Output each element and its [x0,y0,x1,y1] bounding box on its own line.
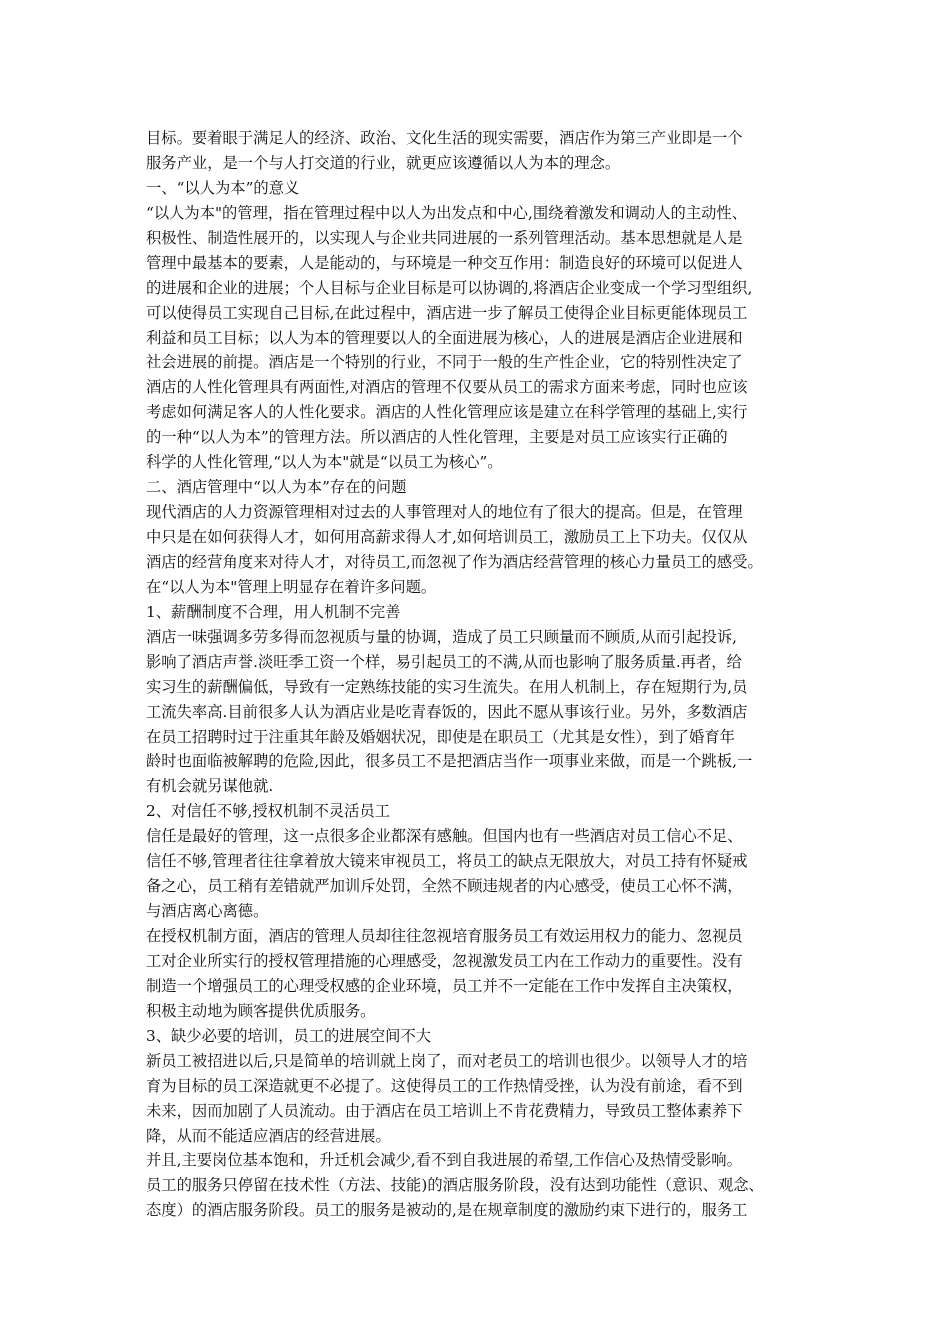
subsection-heading-3: 3、缺少必要的培训，员工的进展空间不大 [146,1026,432,1045]
section-heading-1: 一、“以人为本”的意义 [146,178,300,197]
paragraph-line: 可以使得员工实现自己目标,在此过程中，酒店进一步了解员工使得企业目标更能体现员工 [146,303,748,322]
paragraph-line: 酒店的人性化管理具有两面性,对酒店的管理不仅要从员工的需求方面来考虑，同时也应该 [146,378,748,397]
paragraph-line: 制造一个增强员工的心理受权感的企业环境，员工并不一定能在工作中发挥自主决策权， [146,976,743,995]
paragraph-line: 积极性、制造性展开的，以实现人与企业共同进展的一系列管理活动。基本思想就是人是 [146,228,743,247]
paragraph-line: 育为目标的员工深造就更不必提了。这使得员工的工作热情受挫，认为没有前途，看不到 [146,1076,743,1095]
paragraph-line: 在授权机制方面，酒店的管理人员却往往忽视培育服务员工有效运用权力的能力、忽视员 [146,927,743,945]
paragraph-line: “以人为本"的管理，指在管理过程中以人为出发点和中心,围绕着激发和调动人的主动性、 [146,203,748,222]
paragraph-line: 积极主动地为顾客提供优质服务。 [146,1001,376,1020]
paragraph-line: 科学的人性化管理,“以人为本"就是“以员工为核心”。 [146,453,503,472]
document-body [146,126,818,1223]
paragraph-line: 信任是最好的管理，这一点很多企业都深有感触。但国内也有一些酒店对员工信心不足、 [146,827,743,846]
paragraph-line: 实习生的薪酬偏低，导致有一定熟练技能的实习生流失。在用人机制上，存在短期行为,员 [146,677,748,696]
paragraph-line: 考虑如何满足客人的人性化要求。酒店的人性化管理应该是建立在科学管理的基础上,实行 [146,403,748,422]
paragraph-line: 利益和员工目标；以人为本的管理要以人的全面进展为核心，人的进展是酒店企业进展和 [146,328,743,347]
paragraph-line: 未来，因而加剧了人员流动。由于酒店在员工培训上不肯花费精力，导致员工整体素养下 [146,1101,743,1120]
paragraph-line: 态度）的酒店服务阶段。员工的服务是被动的,是在规章制度的激励约束下进行的，服务工 [146,1201,748,1220]
paragraph-line: 信任不够,管理者往往拿着放大镜来审视员工，将员工的缺点无限放大，对员工持有怀疑戒 [146,852,748,871]
paragraph-line: 目标。要着眼于满足人的经济、政治、文化生活的现实需要，酒店作为第三产业即是一个 [146,129,743,147]
paragraph-line: 降，从而不能适应酒店的经营进展。 [146,1126,391,1145]
paragraph-line: 龄时也面临被解聘的危险,因此，很多员工不是把酒店当作一项事业来做，而是一个跳板,一 [146,752,753,771]
paragraph-line: 现代酒店的人力资源管理相对过去的人事管理对人的地位有了很大的提高。但是，在管理 [146,503,743,522]
paragraph-line: 工对企业所实行的授权管理措施的心理感受，忽视激发员工内在工作动力的重要性。没有 [146,951,743,970]
paragraph-line: 工流失率高.目前很多人认为酒店业是吃青春饭的，因此不愿从事该行业。另外，多数酒店 [146,702,748,721]
paragraph-line: 中只是在如何获得人才，如何用高薪求得人才,如何培训员工，激励员工上下功夫。仅仅从 [146,528,748,546]
paragraph-line: 与酒店离心离德。 [146,902,269,921]
paragraph-line: 在“以人为本"管理上明显存在着许多问题。 [146,577,437,596]
paragraph-line: 新员工被招进以后,只是简单的培训就上岗了，而对老员工的培训也很少。以领导人才的培 [146,1051,748,1070]
paragraph-line: 社会进展的前提。酒店是一个特别的行业，不同于一般的生产性企业，它的特别性决定了 [146,353,743,372]
section-heading-2: 二、酒店管理中“以人为本”存在的问题 [146,478,407,497]
paragraph-line: 员工的服务只停留在技术性（方法、技能)的酒店服务阶段，没有达到功能性（意识、观念、 [146,1176,764,1195]
paragraph-line: 的进展和企业的进展；个人目标与企业目标是可以协调的,将酒店企业变成一个学习型组织, [146,278,753,297]
paragraph-line: 管理中最基本的要素，人是能动的，与环境是一种交互作用：制造良好的环境可以促进人 [146,253,743,272]
paragraph-line: 的一种“以人为本”的管理方法。所以酒店的人性化管理，主要是对员工应该实行正确的 [146,428,728,447]
paragraph-line: 备之心，员工稍有差错就严加训斥处罚，全然不顾违规者的内心感受，使员工心怀不满， [146,877,743,896]
paragraph-line: 有机会就另谋他就. [146,777,274,796]
subsection-heading-1: 1、薪酬制度不合理，用人机制不完善 [146,602,401,621]
paragraph-line: 影响了酒店声誉.淡旺季工资一个样，易引起员工的不满,从而也影响了服务质量.再者，给 [146,652,742,671]
paragraph-line: 服务产业，是一个与人打交道的行业，就更应该遵循以人为本的理念。 [146,153,621,172]
paragraph-line: 在员工招聘时过于注重其年龄及婚姻状况，即使是在职员工（尤其是女性），到了婚育年 [146,727,735,746]
subsection-heading-2: 2、对信任不够,授权机制不灵活员工 [146,802,391,821]
paragraph-line: 并且,主要岗位基本饱和，升迁机会减少,看不到自我进展的希望,工作信心及热情受影响。 [146,1151,742,1170]
paragraph-line: 酒店的经营角度来对待人才，对待员工,而忽视了作为酒店经营管理的核心力量员工的感受。 [146,552,763,571]
paragraph-line: 酒店一味强调多劳多得而忽视质与量的协调，造成了员工只顾量而不顾质,从而引起投诉, [146,627,738,646]
